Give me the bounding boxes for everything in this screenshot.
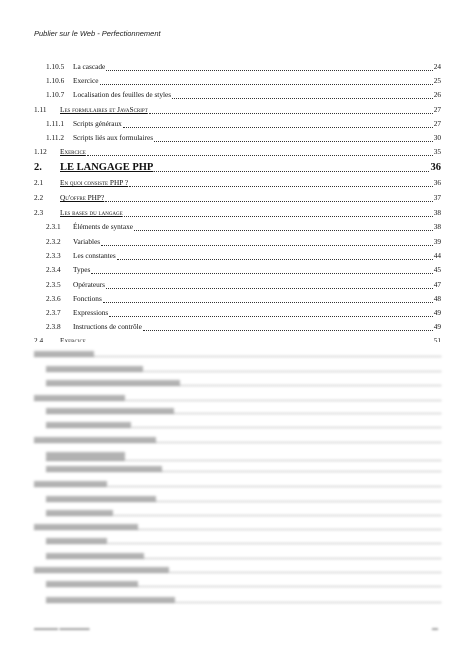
toc-entry-number: 1.11 (34, 105, 47, 114)
toc-leader-dots (106, 69, 433, 71)
blurred-toc-row (46, 380, 441, 386)
toc-entry-page: 30 (433, 133, 441, 142)
toc-entry-title: Exercice (60, 336, 86, 342)
toc-leader-dots (124, 215, 433, 217)
blurred-toc-row (34, 481, 441, 487)
blurred-toc-row (34, 567, 441, 573)
toc-entry-number: 1.10.5 (46, 62, 65, 71)
toc-entry[interactable] (0, 177, 474, 189)
toc-leader-dots (143, 329, 433, 331)
toc-entry[interactable] (0, 236, 474, 248)
toc-entry-number: 1.10.6 (46, 76, 65, 85)
toc-entry-title: Scripts généraux (73, 119, 122, 128)
toc-entry-page: 48 (433, 294, 441, 303)
blurred-toc-row (46, 366, 441, 372)
toc-entry-title: Types (73, 265, 91, 274)
toc-entry[interactable] (0, 335, 474, 342)
toc-entry[interactable] (0, 118, 474, 130)
toc-entry-page: 38 (433, 222, 441, 231)
toc-entry-number: 2.3.8 (46, 322, 61, 331)
toc-entry-page: 39 (433, 237, 441, 246)
toc-entry-number: 2.1 (34, 178, 44, 187)
toc-leader-dots (117, 258, 433, 260)
toc-entry-title: Les formulaires et JavaScript (60, 105, 148, 114)
blurred-toc-row (46, 597, 441, 603)
footer-right: ▬ (432, 626, 438, 632)
toc-entry-page: 37 (433, 193, 441, 202)
blurred-toc-row (46, 408, 441, 414)
toc-entry-page: 35 (433, 147, 441, 156)
toc-entry-title: Fonctions (73, 294, 102, 303)
toc-entry[interactable] (0, 61, 474, 73)
toc-entry-number: 2.3.3 (46, 251, 61, 260)
toc-leader-dots (103, 301, 433, 303)
toc-entry-title: Localisation des feuilles de styles (73, 90, 172, 99)
toc-entry-title: Scripts liés aux formulaires (73, 133, 154, 142)
blurred-toc-row (46, 538, 441, 544)
toc-entry-title: Exercice (60, 147, 86, 156)
toc-entry[interactable] (0, 264, 474, 276)
blurred-toc-row (34, 437, 441, 443)
toc-leader-dots (172, 97, 433, 99)
toc-entry-page: 49 (433, 322, 441, 331)
blurred-toc-row (34, 395, 441, 401)
toc-entry[interactable] (0, 162, 474, 174)
toc-entry-page: 26 (433, 90, 441, 99)
toc-entry-number: 2. (34, 162, 42, 173)
blurred-toc-row (34, 524, 441, 530)
toc-entry-number: 2.3.5 (46, 280, 61, 289)
toc-entry-number: 2.4 (34, 336, 44, 342)
toc-entry[interactable] (0, 132, 474, 144)
toc-entry-title: Opérateurs (73, 280, 106, 289)
toc-leader-dots (100, 83, 433, 85)
toc-entry-page: 38 (433, 208, 441, 217)
toc-entry[interactable] (0, 293, 474, 305)
footer-left: ▬▬▬▬ ▬▬▬▬▬ (34, 626, 90, 632)
toc-entry-title: Éléments de syntaxe (73, 222, 133, 231)
toc-entry[interactable] (0, 279, 474, 291)
toc-entry-page: 27 (433, 105, 441, 114)
blurred-toc-row (46, 466, 441, 472)
toc-leader-dots (129, 185, 433, 187)
toc-entry-page: 47 (433, 280, 441, 289)
toc-entry[interactable] (0, 207, 474, 219)
toc-entry-title: En quoi consiste PHP ? (60, 178, 129, 187)
toc-leader-dots (87, 154, 433, 156)
toc-entry-page: 44 (433, 251, 441, 260)
blurred-toc-row (46, 422, 441, 428)
toc-entry-number: 2.3.7 (46, 308, 61, 317)
toc-entry[interactable] (0, 221, 474, 233)
toc-entry-page: 36 (430, 162, 441, 173)
blurred-toc-row (46, 496, 441, 502)
toc-entry-page: 36 (433, 178, 441, 187)
toc-entry-number: 2.3.1 (46, 222, 61, 231)
toc-entry[interactable] (0, 104, 474, 116)
toc-leader-dots (149, 112, 433, 114)
toc-entry-page: 49 (433, 308, 441, 317)
toc-entry-number: 2.2 (34, 193, 44, 202)
toc-entry-title: Les bases du langage (60, 208, 123, 217)
toc-leader-dots (123, 126, 433, 128)
toc-entry-number: 2.3.4 (46, 265, 61, 274)
toc-entry-number: 1.10.7 (46, 90, 65, 99)
toc-entry-number: 1.11.1 (46, 119, 64, 128)
toc-entry-title: Expressions (73, 308, 109, 317)
toc-entry-title: La cascade (73, 62, 106, 71)
blurred-toc-row (46, 510, 441, 516)
toc-leader-dots (91, 272, 433, 274)
toc-entry[interactable] (0, 321, 474, 333)
toc-leader-dots (154, 170, 429, 172)
toc-entry[interactable] (0, 307, 474, 319)
toc-entry[interactable] (0, 250, 474, 262)
toc-entry-number: 2.3.2 (46, 237, 61, 246)
toc-entry-title: Variables (73, 237, 101, 246)
blurred-toc-row (34, 351, 441, 357)
toc-entry-title: Qu'offre PHP? (60, 193, 105, 202)
toc-entry-page: 27 (433, 119, 441, 128)
toc-entry-page: 51 (433, 336, 441, 342)
toc-entry-number: 1.12 (34, 147, 47, 156)
toc-leader-dots (154, 140, 433, 142)
toc-entry-page: 45 (433, 265, 441, 274)
toc-entry-page: 24 (433, 62, 441, 71)
toc-entry-page: 25 (433, 76, 441, 85)
toc-entry-number: 2.3 (34, 208, 44, 217)
toc-entry-title: Exercice (73, 76, 99, 85)
blurred-toc-row (46, 581, 441, 587)
toc-entry[interactable] (0, 75, 474, 87)
toc-entry-number: 2.3.6 (46, 294, 61, 303)
toc-entry-title: Les constantes (73, 251, 116, 260)
page-header: Publier sur le Web - Perfectionnement (34, 29, 161, 38)
toc-entry[interactable] (0, 146, 474, 158)
toc-entry-number: 1.11.2 (46, 133, 64, 142)
toc-entry-title: LE LANGAGE PHP (60, 162, 154, 173)
toc-leader-dots (134, 229, 433, 231)
toc-leader-dots (106, 287, 433, 289)
toc-entry[interactable] (0, 192, 474, 204)
blurred-toc-row (46, 553, 441, 559)
blurred-toc-row (46, 452, 441, 461)
toc-leader-dots (101, 244, 433, 246)
toc-leader-dots (105, 200, 433, 202)
toc-entry-title: Instructions de contrôle (73, 322, 142, 331)
toc-entry[interactable] (0, 89, 474, 101)
toc-leader-dots (109, 315, 433, 317)
